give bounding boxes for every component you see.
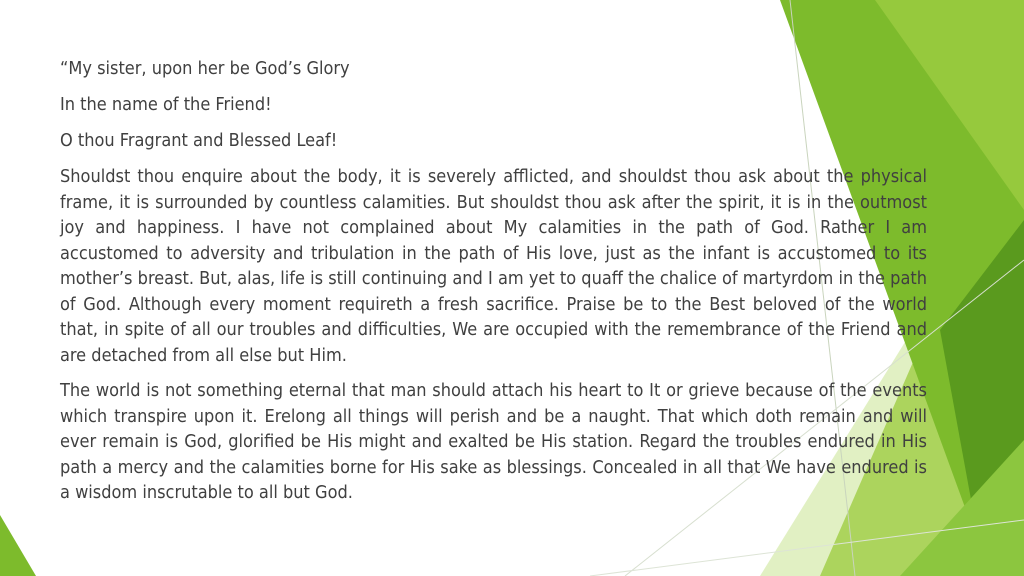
- salutation-line: “My sister, upon her be God’s Glory: [60, 58, 350, 79]
- paragraph-1: Shouldst thou enquire about the body, it is severely afflicted, and shouldst thou ask about the physical frame, it is surrounded by countless calamities. But shouldst thou ask after the spirit, it is in the outmost joy and happiness. I have not complained about My calamities in the path of God. Rather I am accustomed to adversity and tribulation in the path of His love, just as the infant is accustomed to its mother’s breast. But, alas, life is still continuing and I am yet to quaff the chalice of martyrdom in the path of God. Although every moment requireth a fresh sacrifice. Praise be to the Best beloved of the world that, in spite of all our troubles and difficulties, We are occupied with the remembrance of the Friend and are detached from all else but Him.: [60, 166, 927, 366]
- invocation-line: In the name of the Friend!: [60, 94, 272, 115]
- address-line: O thou Fragrant and Blessed Leaf!: [60, 130, 338, 151]
- green-shape-left-corner: [0, 515, 36, 576]
- slide-text-body: [60, 56, 927, 516]
- paragraph-2: The world is not something eternal that man should attach his heart to It or grieve because of the events which transpire upon it. Erelong all things will perish and be a naught. That which doth remain and will ever remain is God, glorified be His might and exalted be His station. Regard the troubles endured in His path a mercy and the calamities borne for His sake as blessings. Concealed in all that We have endured is a wisdom inscrutable to all but God.: [60, 380, 927, 503]
